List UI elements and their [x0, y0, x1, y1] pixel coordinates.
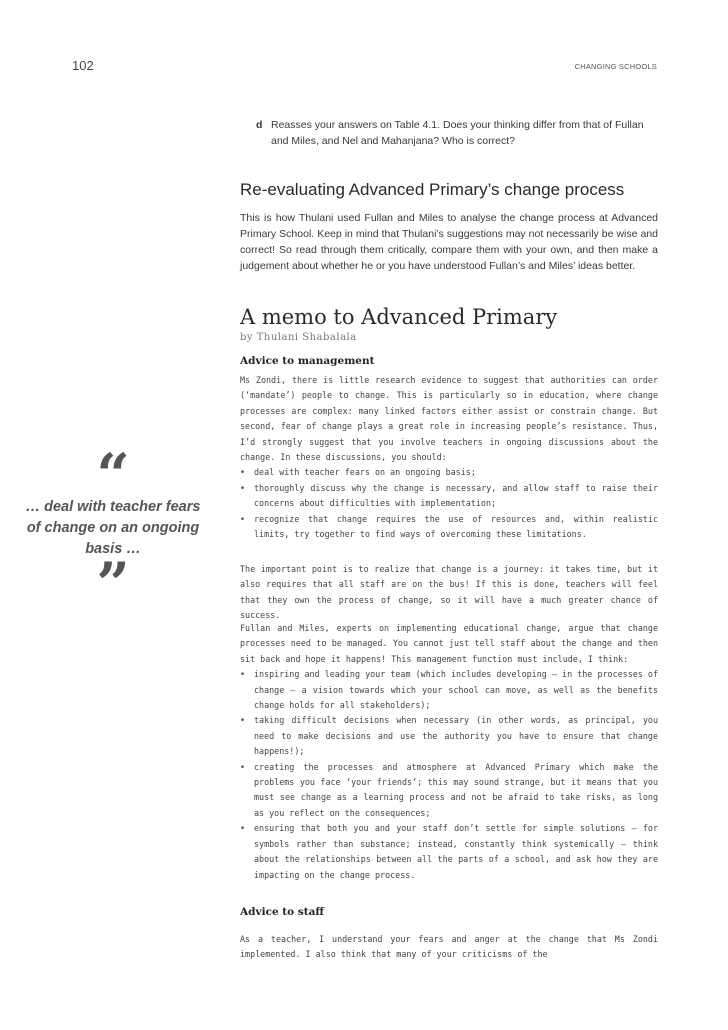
management-paragraph-2	[240, 562, 658, 624]
intro-paragraph: This is how Thulani used Fullan and Miles to analyse the change process at Advanced Primary School. Keep in mind that Thulani’s suggestions may not necessarily be wise and correct! So read through them critically, compare them with your own, and then make a judgement about whether he or you have understood Fullan’s and Miles’ ideas better.	[240, 212, 658, 272]
question-text: Reasses your answers on Table 4.1. Does your thinking differ from that of Fullan and Miles, and Nel and Mahanjana? Who is correct?	[271, 119, 644, 147]
management-bullets-2	[240, 667, 658, 883]
management-bullets-1	[240, 465, 658, 542]
paragraph: As a teacher, I understand your fears and anger at the change that Ms Zondi implemented. I also think that many of your criticisms of the	[240, 934, 658, 960]
management-block	[240, 373, 658, 542]
question-item	[256, 117, 660, 149]
paragraph: The important point is to realize that change is a journey: it takes time, but it also requires that all staff are on the bus! If this is done, teachers will feel that they own the process of change, so it will have a much greater chance of success.	[240, 564, 658, 621]
memo-title: A memo to Advanced Primary	[240, 305, 558, 329]
list-item: • recognize that change requires the use of resources and, within realistic limits, try together to find ways of overcoming these limitations.	[240, 512, 658, 543]
page-number: 102	[72, 58, 94, 73]
section-heading: Re-evaluating Advanced Primary’s change process	[240, 180, 625, 199]
pull-quote	[18, 441, 208, 618]
management-paragraph-3: Fullan and Miles, experts on implementing educational change, argue that change processes need to be managed. You cannot just tell staff about the change and then sit back and hope it happens! This management function must include, I think:	[240, 623, 658, 664]
open-quote-mark: “	[96, 441, 130, 509]
list-item: • taking difficult decisions when necessary (in other words, as principal, you need to make decisions and use the authority you have to ensure that change happens!);	[240, 713, 658, 759]
question-letter: d	[256, 119, 263, 131]
list-item: • deal with teacher fears on an ongoing basis;	[240, 465, 658, 480]
list-item: • inspiring and leading your team (which includes developing – in the processes of change – a vision towards which your school can move, as well as the benefits change holds for all stakeholders);	[240, 667, 658, 713]
list-item: • ensuring that both you and your staff don’t settle for simple solutions – for symbols rather than substance; instead, constantly think systemically – think about the relationships between all the parts of a school, and ask how they are impacting on the change process.	[240, 821, 658, 883]
staff-heading: Advice to staff	[240, 906, 324, 918]
list-item: • creating the processes and atmosphere at Advanced Primary which make the problems you face ‘your friends’; this may sound strange, but it means that you must see change as a learning process and not be afraid to take risks, as long as you reflect on the consequences;	[240, 760, 658, 822]
management-heading: Advice to management	[240, 355, 375, 367]
close-quote-mark: ”	[96, 550, 130, 618]
management-block-2	[240, 621, 658, 883]
staff-paragraph-1	[240, 932, 658, 963]
management-paragraph-1: Ms Zondi, there is little research evidence to suggest that authorities can order (‘mandate’) people to change. This is particularly so in education, where change processes are complex: many linked factors either assist or constrain change. But second, fear of change plays a great role in increasing people’s resistance. Thus, I’d strongly suggest that you involve teachers in ongoing discussions about the change. In these discussions, you should:	[240, 375, 658, 463]
pull-quote-text: … deal with teacher fears of change on an ongoing basis …	[25, 499, 201, 557]
list-item: • thoroughly discuss why the change is necessary, and allow staff to raise their concerns about difficulties with implementation;	[240, 481, 658, 512]
memo-byline: by Thulani Shabalala	[240, 332, 357, 343]
running-head: CHANGING SCHOOLS	[574, 62, 657, 71]
